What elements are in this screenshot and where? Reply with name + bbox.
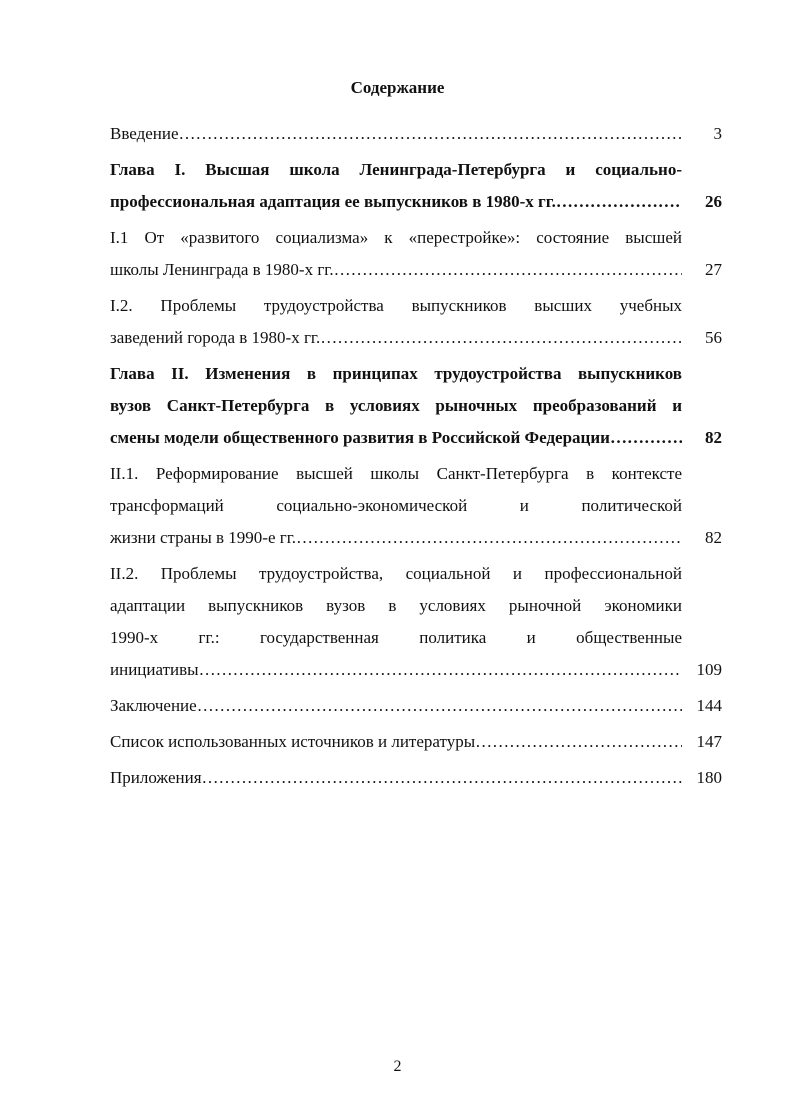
toc-entry [110,726,722,758]
toc-page-number: 147 [696,732,722,751]
toc-page-number: 109 [696,660,722,679]
toc-entry [110,358,722,454]
toc-entry-text: Заключение [110,696,197,715]
toc-entry [110,154,722,218]
toc-entry-text: трансформаций социально-экономической и политической [110,496,682,515]
dot-leader [610,422,682,454]
dot-leader [202,762,682,794]
toc-entry-text: инициативы [110,660,199,679]
toc-entry-text: I.2. Проблемы трудоустройства выпускников высших учебных [110,296,682,315]
table-of-contents [110,118,722,798]
toc-page-number: 56 [705,328,722,347]
toc-entry-text: Глава II. Изменения в принципах трудоустройства выпускников [110,364,682,383]
toc-entry-text: заведений города в 1980-х гг. [110,328,321,347]
toc-entry-text: Приложения [110,768,202,787]
toc-entry-text: школы Ленинграда в 1980-х гг. [110,260,334,279]
toc-page-number: 26 [705,192,722,211]
dot-leader [334,254,682,286]
dot-leader [179,118,682,150]
toc-page-number: 27 [705,260,722,279]
toc-entry-text: смены модели общественного развития в Российской Федерации [110,428,610,447]
toc-entry [110,762,722,794]
dot-leader [296,522,682,554]
toc-page-number: 3 [713,124,722,143]
toc-entry-text: жизни страны в 1990-е гг. [110,528,297,547]
toc-page-number: 82 [705,528,722,547]
page-number: 2 [393,1058,402,1075]
toc-entry [110,458,722,554]
toc-entry-text: Введение [110,124,179,143]
toc-title: Содержание [350,78,445,97]
toc-page-number: 144 [696,696,722,715]
toc-entry [110,558,722,686]
toc-page-number: 82 [705,428,722,447]
dot-leader [475,726,682,758]
toc-entry-text: профессиональная адаптация ее выпускников в 1980-х гг. [110,192,556,211]
dot-leader [197,690,682,722]
toc-page-number: 180 [696,768,722,787]
toc-entry [110,290,722,354]
dot-leader [199,654,682,686]
toc-entry-text: II.1. Реформирование высшей школы Санкт-Петербурга в контексте [110,464,682,483]
toc-entry-text: 1990-х гг.: государственная политика и общественные [110,628,682,647]
toc-entry-text: I.1 От «развитого социализма» к «перестройке»: состояние высшей [110,228,682,247]
dot-leader [556,186,682,218]
toc-entry [110,690,722,722]
toc-entry-text: II.2. Проблемы трудоустройства, социальной и профессиональной [110,564,682,583]
toc-entry-text: Глава I. Высшая школа Ленинграда-Петербурга и социально- [110,160,682,179]
toc-entry [110,118,722,150]
toc-entry-text: адаптации выпускников вузов в условиях рыночной экономики [110,596,682,615]
toc-entry-text: Список использованных источников и литературы [110,732,476,751]
dot-leader [320,322,682,354]
toc-entry-text: вузов Санкт-Петербурга в условиях рыночных преобразований и [110,396,682,415]
toc-entry [110,222,722,286]
